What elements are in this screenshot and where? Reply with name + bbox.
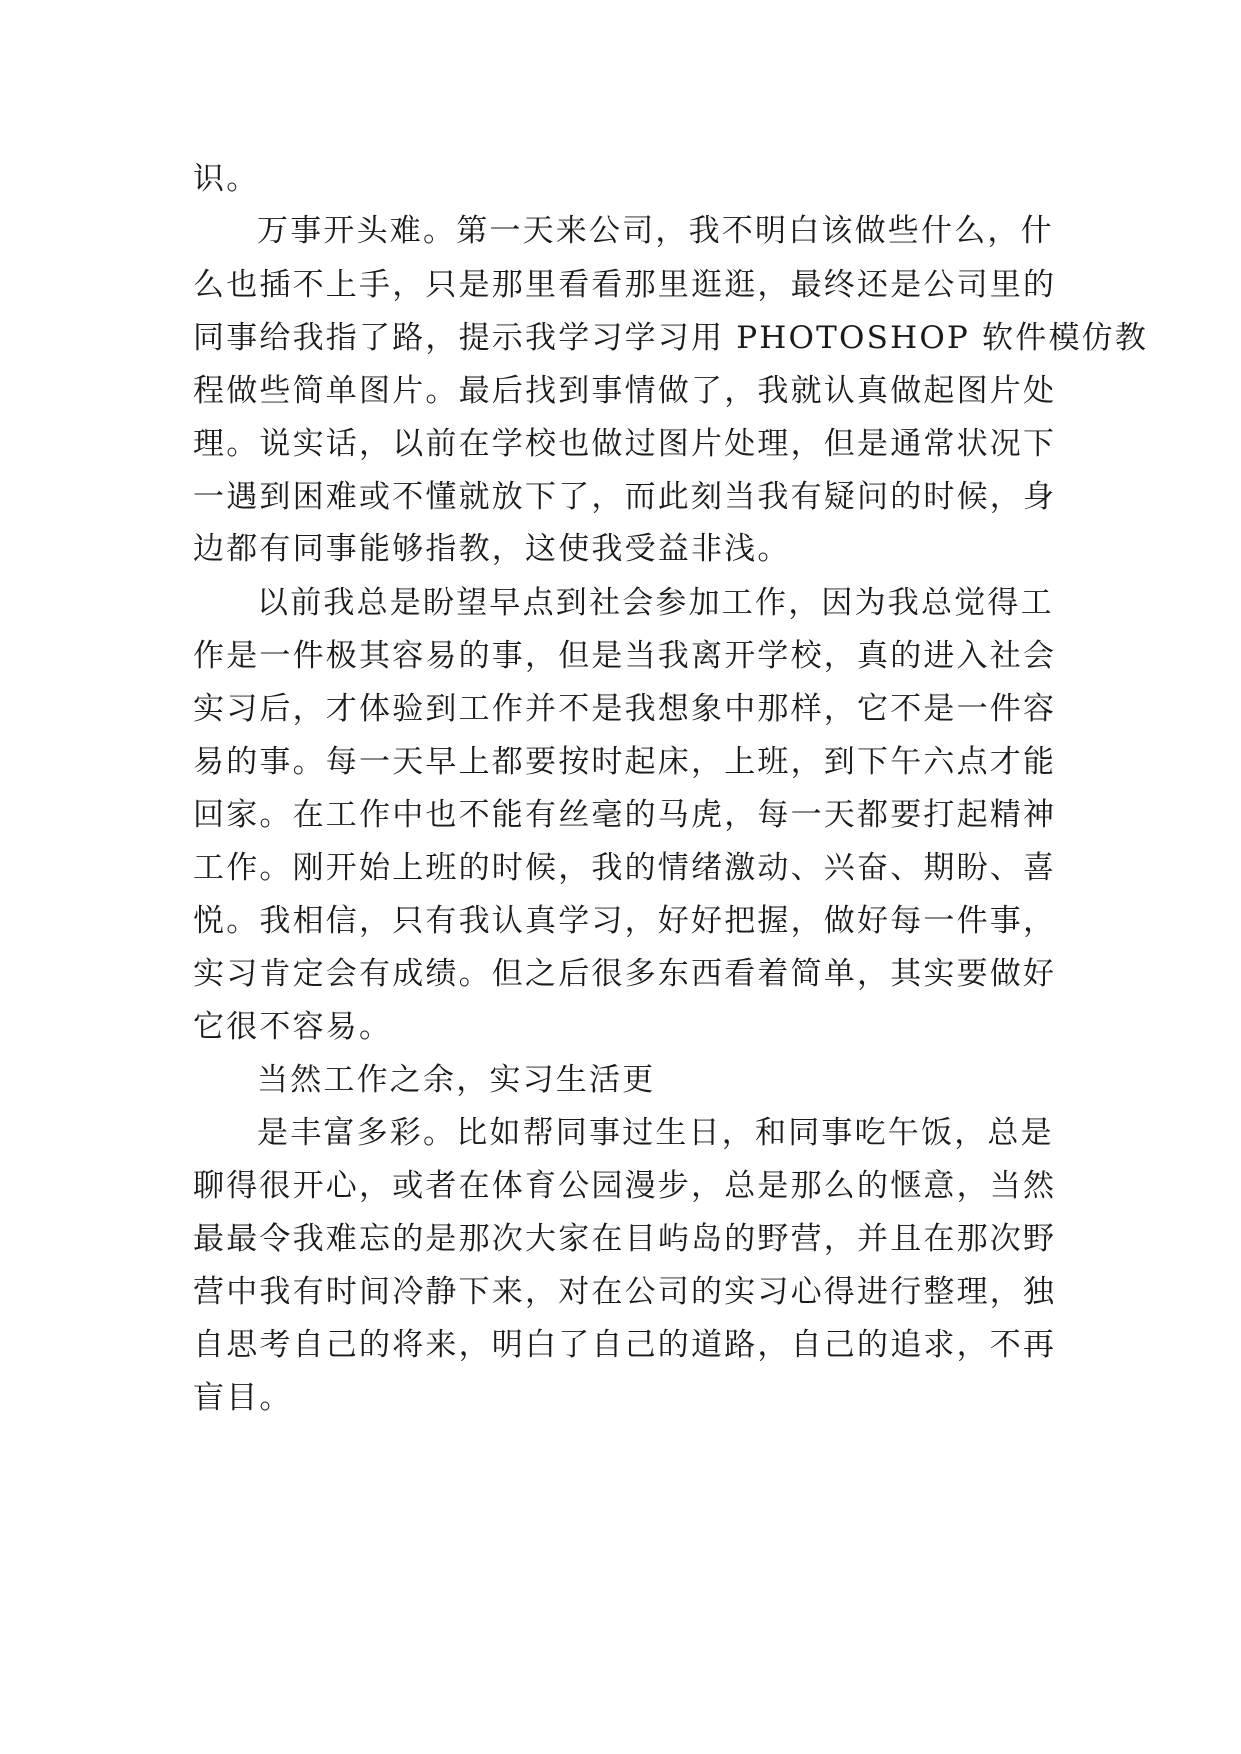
text-line: 作是一件极其容易的事，但是当我离开学校，真的进入社会 [193,638,1057,674]
text-line: 聊得很开心，或者在体育公园漫步，总是那么的惬意，当然 [193,1168,1057,1204]
text-line: 盲目。 [193,1380,293,1416]
paragraph-first-line: 以前我总是盼望早点到社会参加工作，因为我总觉得工 [257,585,1054,621]
text-line: 营中我有时间冷静下来，对在公司的实习心得进行整理，独 [193,1274,1057,1310]
text-line: 同事给我指了路，提示我学习学习用 PHOTOSHOP 软件模仿教 [193,320,1149,356]
text-line: 实习肯定会有成绩。但之后很多东西看着简单，其实要做好 [193,956,1057,992]
text-line: 最最令我难忘的是那次大家在目屿岛的野营，并且在那次野 [193,1221,1057,1257]
paragraph-first-line: 当然工作之余，实习生活更 [257,1062,656,1098]
text-line: 回家。在工作中也不能有丝毫的马虎，每一天都要打起精神 [193,797,1057,833]
text-line: 自思考自己的将来，明白了自己的道路，自己的追求，不再 [193,1327,1057,1363]
paragraph-first-line: 是丰富多彩。比如帮同事过生日，和同事吃午饭，总是 [257,1115,1054,1151]
text-line: 理。说实话，以前在学校也做过图片处理，但是通常状况下 [193,426,1057,462]
paragraph-first-line: 万事开头难。第一天来公司，我不明白该做些什么，什 [257,213,1054,249]
text-line: 工作。刚开始上班的时候，我的情绪激动、兴奋、期盼、喜 [193,850,1057,886]
text-line: 易的事。每一天早上都要按时起床，上班，到下午六点才能 [193,744,1057,780]
text-line: 边都有同事能够指教，这使我受益非浅。 [193,531,791,567]
text-line: 程做些简单图片。最后找到事情做了，我就认真做起图片处 [193,373,1057,409]
text-line: 识。 [193,161,260,197]
text-line: 么也插不上手，只是那里看看那里逛逛，最终还是公司里的 [193,267,1057,303]
text-line: 实习后，才体验到工作并不是我想象中那样，它不是一件容 [193,691,1057,727]
text-line: 它很不容易。 [193,1009,393,1045]
text-line: 一遇到困难或不懂就放下了，而此刻当我有疑问的时候，身 [193,479,1057,515]
text-line: 悦。我相信，只有我认真学习，好好把握，做好每一件事， [193,903,1057,939]
